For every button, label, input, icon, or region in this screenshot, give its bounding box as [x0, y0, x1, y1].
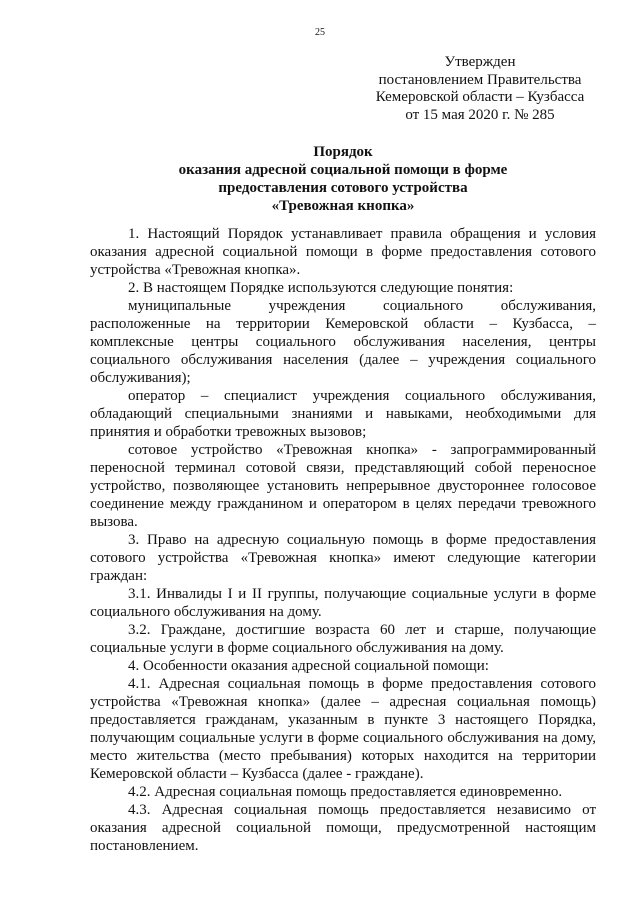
paragraph-11: 4.2. Адресная социальная помощь предоставляется единовременно.: [128, 784, 563, 800]
paragraph-12: 4.3. Адресная социальная помощь предоставляется независимо от оказания адресной социальной помощи, предусмотренной настоящим постановлением.: [90, 802, 596, 854]
document-title: [90, 143, 596, 215]
paragraph-3: муниципальные учреждения социального обслуживания, расположенные на территории Кемеровской области – Кузбасса, – комплексные центры социального обслуживания населения, центры социального обслуживания населения (далее – учреждения социального обслуживания);: [90, 298, 596, 386]
approval-line-2: постановлением Правительства: [378, 71, 582, 88]
title-line-2: оказания адресной социальной помощи в форме: [178, 162, 508, 178]
paragraph-1: 1. Настоящий Порядок устанавливает правила обращения и условия оказания адресной социальной помощи в форме предоставления сотового устройства «Тревожная кнопка».: [90, 226, 596, 278]
title-line-3: предоставления сотового устройства: [218, 180, 468, 196]
approval-line-4: от 15 мая 2020 г. № 285: [405, 106, 555, 123]
title-line-4: «Тревожная кнопка»: [271, 198, 415, 214]
approval-line-1: Утвержден: [444, 54, 516, 70]
title-line-1: Порядок: [313, 144, 373, 160]
approval-stamp: [360, 54, 600, 124]
document-body: [90, 225, 596, 855]
page-number: 25: [315, 27, 325, 38]
paragraph-7: 3.1. Инвалиды I и II группы, получающие социальные услуги в форме социального обслуживания на дому.: [90, 586, 596, 620]
paragraph-6: 3. Право на адресную социальную помощь в форме предоставления сотового устройства «Тревожная кнопка» имеют следующие категории граждан:: [90, 532, 596, 584]
paragraph-10: 4.1. Адресная социальная помощь в форме предоставления сотового устройства «Тревожная кнопка» (далее – адресная социальная помощь) предоставляется гражданам, указанным в пункте 3 настоящего Порядка, получающим социальные услуги в форме социального обслуживания на дому, место жительства (место пребывания) которых находится на территории Кемеровской области – Кузбасса (далее - граждане).: [90, 676, 596, 782]
paragraph-9: 4. Особенности оказания адресной социальной помощи:: [128, 658, 489, 674]
paragraph-5: сотовое устройство «Тревожная кнопка» - запрограммированный переносной терминал сотовой связи, представляющий собой переносное устройство, позволяющее установить непрерывное двустороннее голосовое соединение между гражданином и оператором в целях передачи тревожного вызова.: [90, 442, 596, 530]
paragraph-2: 2. В настоящем Порядке используются следующие понятия:: [128, 280, 514, 296]
approval-line-3: Кемеровской области – Кузбасса: [375, 89, 585, 105]
paragraph-4: оператор – специалист учреждения социального обслуживания, обладающий специальными знаниями и навыками, необходимыми для принятия и обработки тревожных вызовов;: [90, 388, 596, 440]
paragraph-8: 3.2. Граждане, достигшие возраста 60 лет и старше, получающие социальные услуги в форме социального обслуживания на дому.: [90, 622, 596, 656]
